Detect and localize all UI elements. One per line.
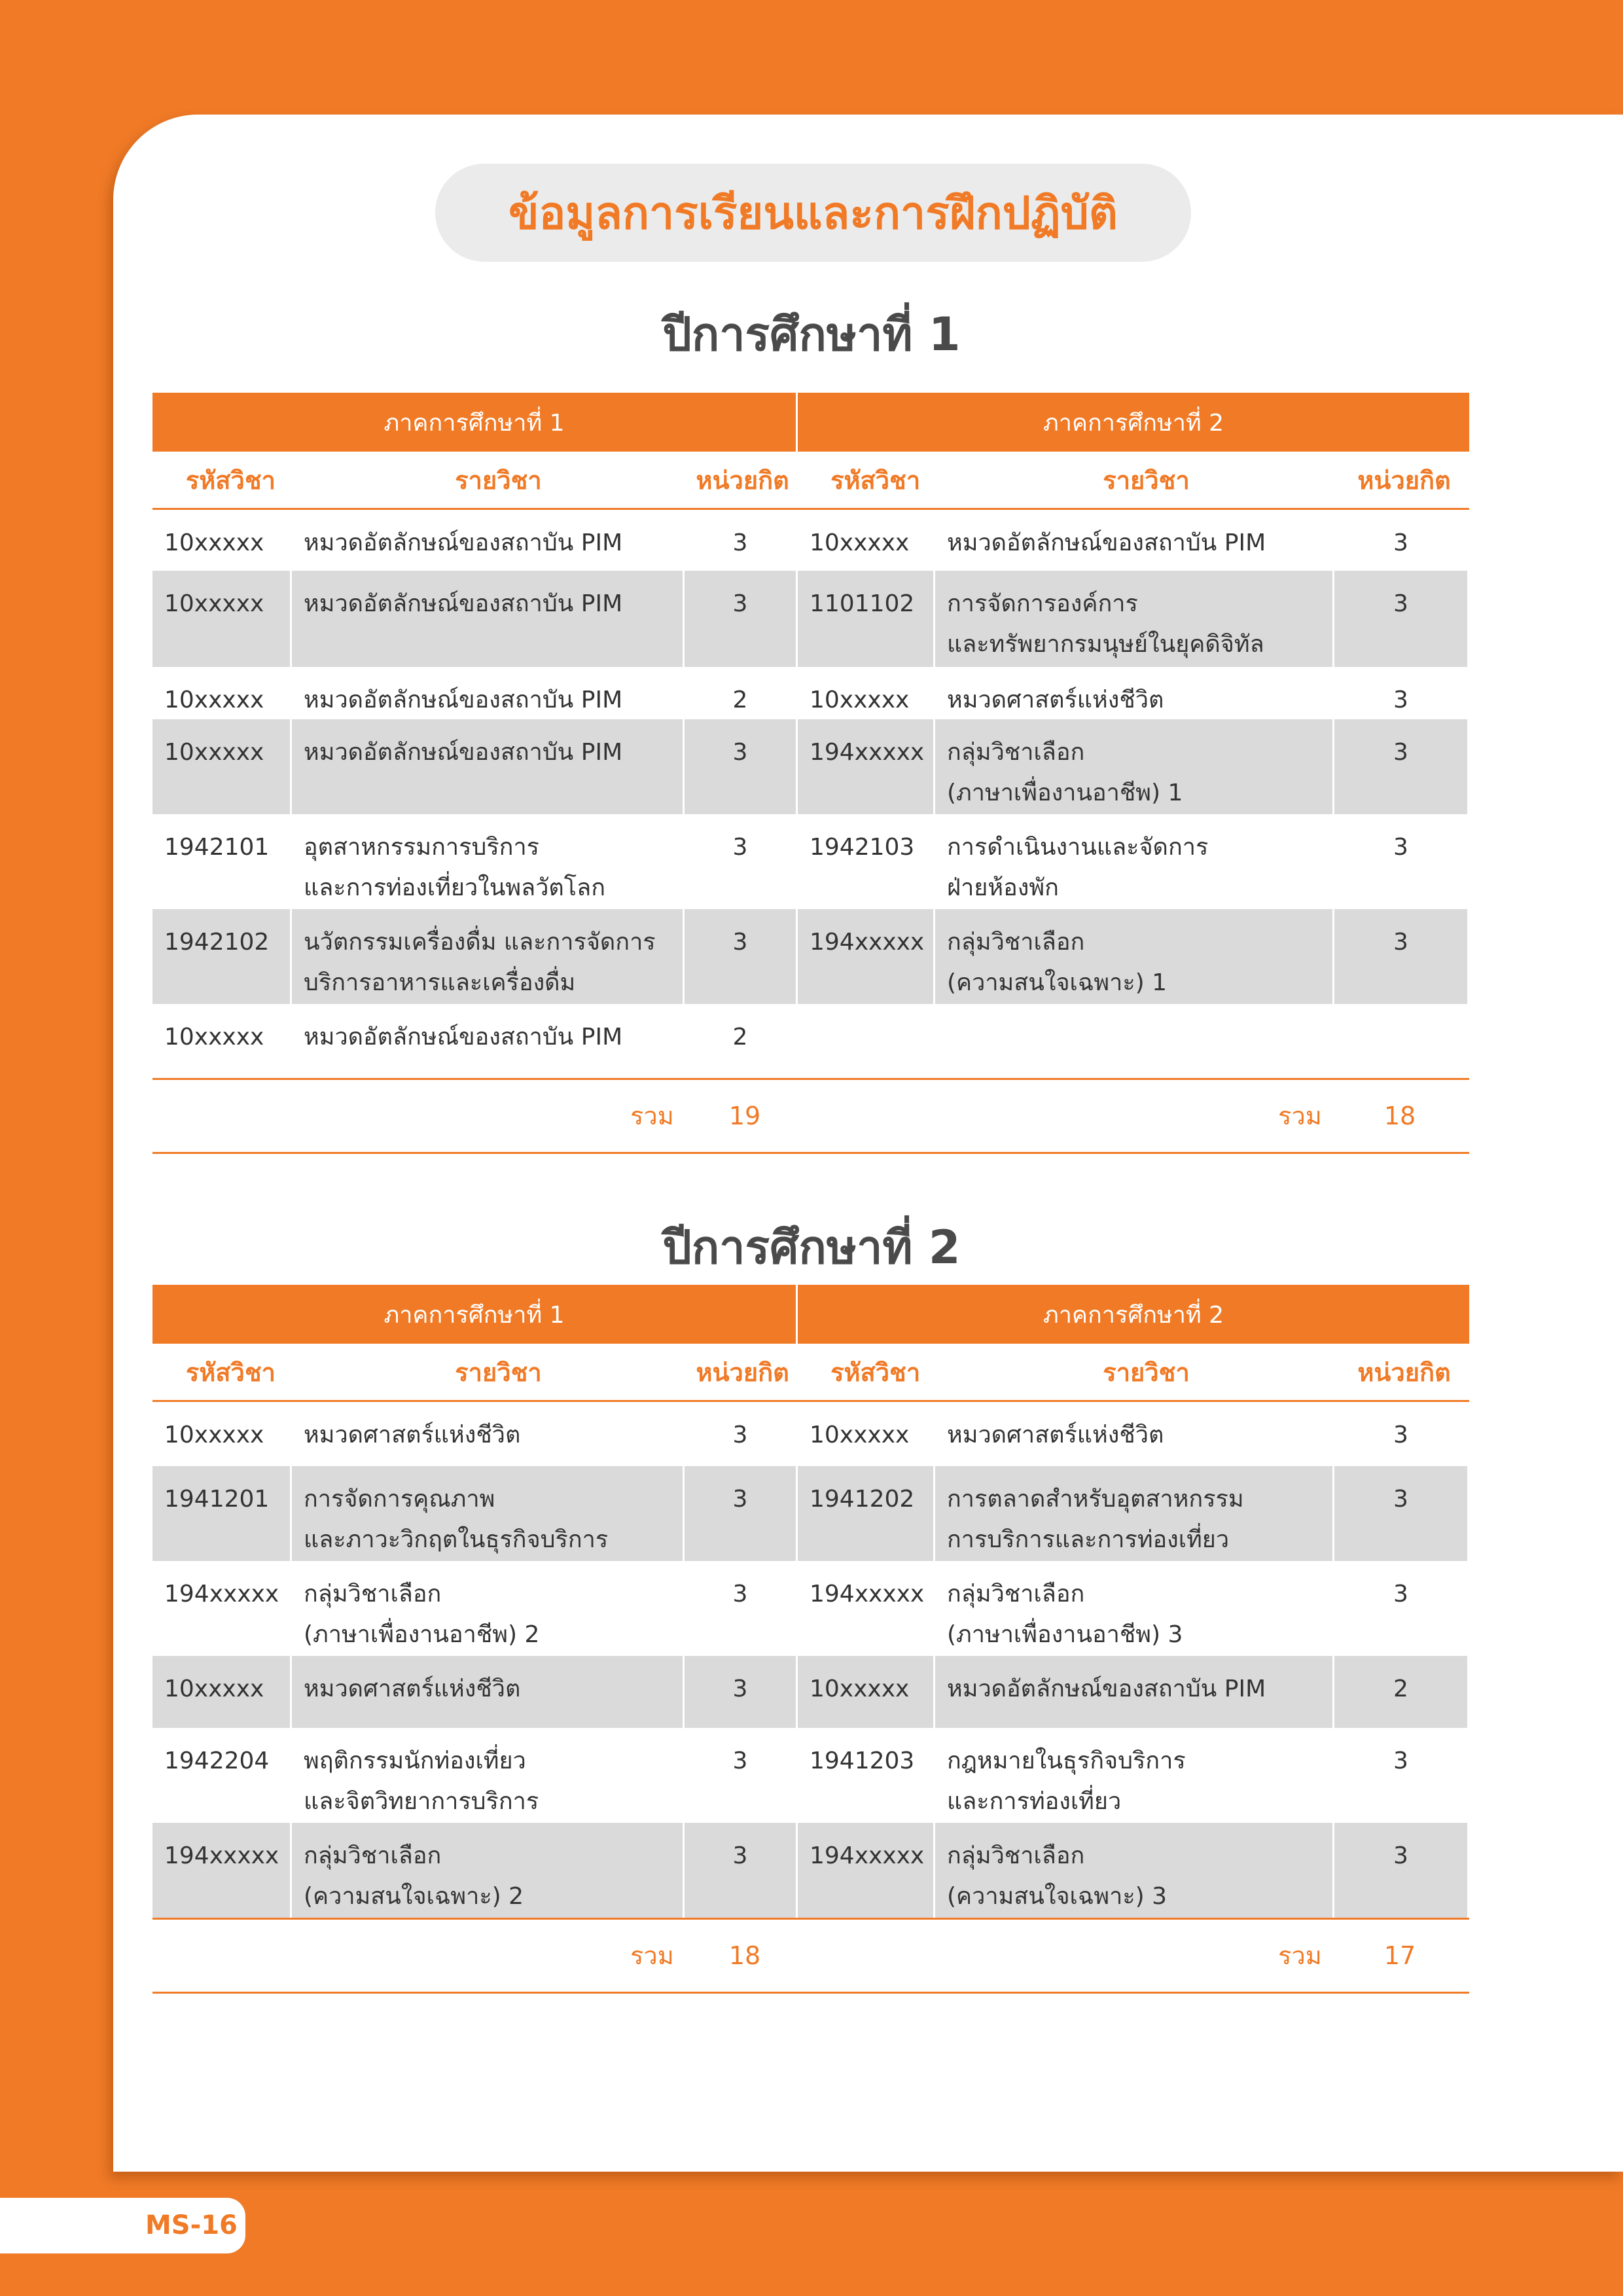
course-code: 10xxxxx (796, 510, 933, 571)
column-header-credits-sem2: หน่วยกิต (1357, 1357, 1451, 1387)
column-header-name-sem2: รายวิชา (1103, 1357, 1190, 1387)
total-label-sem1: รวม (630, 1102, 674, 1130)
course-credits: 3 (683, 719, 796, 814)
course-credits: 3 (1332, 1561, 1467, 1656)
course-name-line: นวัตกรรมเครื่องดื่ม และการจัดการ (304, 929, 656, 956)
course-credits (1332, 1004, 1467, 1078)
course-code: 10xxxxx (152, 719, 290, 814)
course-credits: 3 (683, 1823, 796, 1918)
course-code: 1942103 (796, 814, 933, 909)
column-header-row (152, 452, 1469, 510)
course-name (933, 571, 1332, 667)
semester-header-row (152, 393, 1469, 452)
course-name-line: และการท่องเที่ยวในพลวัตโลก (304, 874, 605, 901)
total-row (152, 1078, 1469, 1154)
course-name (290, 571, 683, 667)
course-name (933, 1823, 1332, 1918)
course-name-line: หมวดศาสตร์แห่งชีวิต (304, 1676, 521, 1702)
total-row (152, 1918, 1469, 1994)
course-name-line: และภาวะวิกฤตในธุรกิจบริการ (304, 1526, 609, 1553)
course-credits: 2 (1332, 1656, 1467, 1728)
course-code: 194xxxxx (796, 909, 933, 1004)
course-name (290, 909, 683, 1004)
course-name-line: กลุ่มวิชาเลือก (947, 739, 1085, 766)
course-credits: 2 (683, 667, 796, 719)
course-name-line: การตลาดสำหรับอุตสาหกรรม (947, 1486, 1244, 1513)
course-credits: 3 (1332, 667, 1467, 719)
course-code: 10xxxxx (796, 1656, 933, 1728)
course-credits: 3 (1332, 719, 1467, 814)
total-label-sem2: รวม (1278, 1102, 1322, 1130)
course-name (933, 1466, 1332, 1561)
course-code (796, 1004, 933, 1078)
course-name (290, 1004, 683, 1078)
course-name (290, 719, 683, 814)
column-header-credits-sem1: หน่วยกิต (696, 465, 789, 495)
course-name-line: หมวดอัตลักษณ์ของสถาบัน PIM (304, 687, 623, 713)
table-row (152, 1656, 1469, 1728)
course-name-line: (ภาษาเพื่องานอาชีพ) 2 (304, 1621, 540, 1648)
column-header-code-sem2: รหัสวิชา (830, 1357, 921, 1387)
course-name-line: (ความสนใจเฉพาะ) 2 (304, 1883, 524, 1910)
course-credits: 3 (683, 814, 796, 909)
course-name-line: กลุ่มวิชาเลือก (947, 1842, 1085, 1869)
table-row (152, 909, 1469, 1004)
course-name (290, 1728, 683, 1823)
course-code: 194xxxxx (796, 1823, 933, 1918)
course-name-line: พฤติกรรมนักท่องเที่ยว (304, 1748, 526, 1774)
semester-2-header: ภาคการศึกษาที่ 2 (798, 393, 1469, 452)
page-title-text: ข้อมูลการเรียนและการฝึกปฏิบัติ (508, 188, 1118, 240)
total-credits-sem2: 18 (1383, 1102, 1416, 1130)
course-name (933, 1004, 1332, 1078)
course-name-line: บริการอาหารและเครื่องดื่ม (304, 969, 576, 996)
column-header-row (152, 1344, 1469, 1402)
course-name (933, 909, 1332, 1004)
course-name (933, 1561, 1332, 1656)
course-credits: 3 (1332, 909, 1467, 1004)
course-code: 1942102 (152, 909, 290, 1004)
course-credits: 3 (683, 1728, 796, 1823)
course-name-line: และการท่องเที่ยว (947, 1788, 1122, 1815)
course-name-line: หมวดอัตลักษณ์ของสถาบัน PIM (304, 739, 623, 766)
course-name (933, 667, 1332, 719)
course-name-line: หมวดอัตลักษณ์ของสถาบัน PIM (304, 529, 623, 556)
course-credits: 3 (1332, 1466, 1467, 1561)
table-row (152, 1402, 1469, 1466)
total-label-sem1: รวม (630, 1941, 674, 1970)
course-name (290, 1656, 683, 1728)
column-header-name-sem1: รายวิชา (455, 1357, 542, 1387)
course-name-line: หมวดอัตลักษณ์ของสถาบัน PIM (304, 1024, 623, 1050)
course-code: 10xxxxx (796, 667, 933, 719)
semester-2-header: ภาคการศึกษาที่ 2 (798, 1285, 1469, 1344)
course-credits: 3 (1332, 814, 1467, 909)
table-row (152, 1561, 1469, 1656)
table-row (152, 1728, 1469, 1823)
total-credits-sem1: 18 (728, 1941, 761, 1970)
course-name-line: หมวดศาสตร์แห่งชีวิต (947, 687, 1164, 713)
course-code: 10xxxxx (164, 529, 264, 556)
table-row (152, 1466, 1469, 1561)
table-row (152, 667, 1469, 719)
course-name (290, 814, 683, 909)
course-code: 10xxxxx (164, 1422, 264, 1448)
course-name (933, 510, 1332, 571)
course-credits: 3 (1332, 1728, 1467, 1823)
course-code: 1942101 (164, 834, 270, 861)
course-name-line: การบริการและการท่องเที่ยว (947, 1526, 1230, 1553)
course-name-line: กลุ่มวิชาเลือก (304, 1842, 442, 1869)
course-credits: 3 (1332, 1823, 1467, 1918)
year-2-table (152, 1285, 1469, 1994)
course-code: 10xxxxx (164, 687, 264, 713)
total-credits-sem2: 17 (1383, 1941, 1416, 1970)
total-label-sem2: รวม (1278, 1941, 1322, 1970)
table-row (152, 814, 1469, 909)
column-header-code-sem1: รหัสวิชา (185, 465, 276, 495)
semester-1-header: ภาคการศึกษาที่ 1 (152, 393, 796, 452)
course-name-line: กลุ่มวิชาเลือก (304, 1581, 442, 1607)
course-credits: 3 (683, 1656, 796, 1728)
total-credits-sem1: 19 (728, 1102, 761, 1130)
course-name (290, 667, 683, 719)
course-name-line: หมวดอัตลักษณ์ของสถาบัน PIM (304, 590, 623, 617)
course-name-line: และทรัพยากรมนุษย์ในยุคดิจิทัล (947, 631, 1264, 658)
course-credits: 3 (683, 1402, 796, 1466)
course-name-line: (ความสนใจเฉพาะ) 1 (947, 969, 1168, 996)
course-credits: 3 (1332, 1402, 1467, 1466)
page-number: MS-16 (145, 2210, 238, 2240)
column-header-name-sem1: รายวิชา (455, 465, 542, 495)
course-credits: 3 (1332, 510, 1467, 571)
course-name-line: กลุ่มวิชาเลือก (947, 929, 1085, 956)
course-name-line: กลุ่มวิชาเลือก (947, 1581, 1085, 1607)
course-name-line: (ภาษาเพื่องานอาชีพ) 3 (947, 1621, 1183, 1648)
course-code: 10xxxxx (152, 1656, 290, 1728)
table-row (152, 1004, 1469, 1078)
year-1-title: ปีการศึกษาที่ 1 (662, 308, 961, 361)
course-code: 10xxxxx (164, 1024, 264, 1050)
course-credits: 3 (1332, 571, 1467, 667)
course-name-line: การจัดการคุณภาพ (304, 1486, 495, 1513)
column-header-code-sem1: รหัสวิชา (185, 1357, 276, 1387)
course-name-line: การจัดการองค์การ (947, 590, 1138, 617)
course-credits: 3 (683, 510, 796, 571)
course-code: 1101102 (796, 571, 933, 667)
course-credits: 3 (683, 1561, 796, 1656)
course-code: 1941203 (796, 1728, 933, 1823)
course-rows (152, 510, 1469, 1078)
course-code: 194xxxxx (796, 1561, 933, 1656)
year-2-title: ปีการศึกษาที่ 2 (662, 1221, 961, 1274)
column-header-code-sem2: รหัสวิชา (830, 465, 921, 495)
course-name (290, 1823, 683, 1918)
course-name (933, 1656, 1332, 1728)
course-name-line: หมวดศาสตร์แห่งชีวิต (947, 1422, 1164, 1448)
course-name-line: (ความสนใจเฉพาะ) 3 (947, 1883, 1168, 1910)
column-header-credits-sem2: หน่วยกิต (1357, 465, 1451, 495)
course-name (933, 719, 1332, 814)
course-code: 1941202 (796, 1466, 933, 1561)
course-credits: 3 (683, 571, 796, 667)
course-code: 194xxxxx (152, 1823, 290, 1918)
course-credits: 3 (683, 1466, 796, 1561)
course-name-line: หมวดศาสตร์แห่งชีวิต (304, 1422, 521, 1448)
course-code: 10xxxxx (796, 1402, 933, 1466)
course-name (290, 1561, 683, 1656)
column-header-name-sem2: รายวิชา (1103, 465, 1190, 495)
table-row (152, 510, 1469, 571)
course-name-line: การดำเนินงานและจัดการ (947, 834, 1209, 861)
course-credits: 3 (683, 909, 796, 1004)
course-name-line: หมวดอัตลักษณ์ของสถาบัน PIM (947, 1676, 1266, 1702)
course-name (290, 510, 683, 571)
course-name (290, 1466, 683, 1561)
course-code: 1942204 (164, 1748, 270, 1774)
page-title (435, 164, 1191, 262)
course-rows (152, 1402, 1469, 1918)
course-code: 10xxxxx (152, 571, 290, 667)
course-name-line: อุตสาหกรรมการบริการ (304, 834, 539, 861)
course-name-line: (ภาษาเพื่องานอาชีพ) 1 (947, 780, 1183, 806)
table-row (152, 719, 1469, 814)
course-name-line: กฎหมายในธุรกิจบริการ (947, 1748, 1186, 1774)
table-row (152, 571, 1469, 667)
course-name-line: และจิตวิทยาการบริการ (304, 1788, 539, 1815)
course-name (290, 1402, 683, 1466)
course-name (933, 1402, 1332, 1466)
year-1-table (152, 393, 1469, 1154)
semester-1-header: ภาคการศึกษาที่ 1 (152, 1285, 796, 1344)
course-name-line: หมวดอัตลักษณ์ของสถาบัน PIM (947, 529, 1266, 556)
course-name (933, 814, 1332, 909)
course-code: 194xxxxx (164, 1581, 279, 1607)
course-name (933, 1728, 1332, 1823)
course-code: 194xxxxx (796, 719, 933, 814)
course-code: 1941201 (152, 1466, 290, 1561)
course-name-line: ฝ่ายห้องพัก (947, 874, 1059, 901)
column-header-credits-sem1: หน่วยกิต (696, 1357, 789, 1387)
semester-header-row (152, 1285, 1469, 1344)
course-credits: 2 (683, 1004, 796, 1078)
table-row (152, 1823, 1469, 1918)
